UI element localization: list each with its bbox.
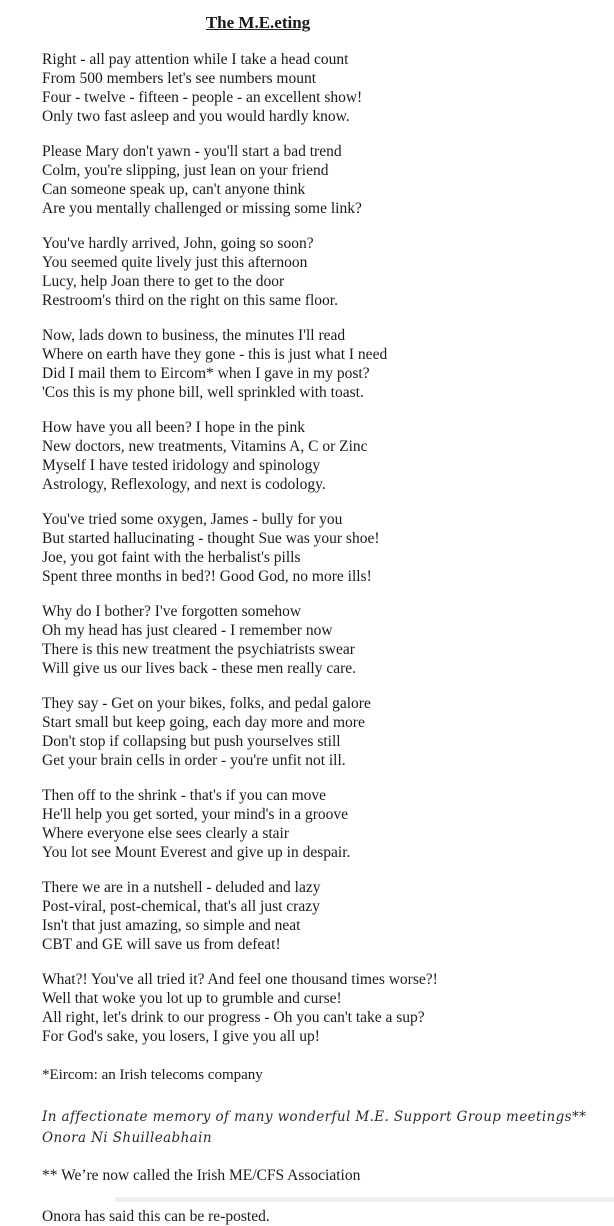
poem-line: Where everyone else sees clearly a stair	[42, 825, 290, 842]
poem-line: You've tried some oxygen, James - bully for you	[42, 511, 343, 528]
poem-line: For God's sake, you losers, I give you all up!	[42, 1028, 320, 1045]
stanza	[42, 326, 614, 402]
eircom-footnote: *Eircom: an Irish telecoms company	[42, 1067, 263, 1083]
poem-line: He'll help you get sorted, your mind's in a groove	[42, 806, 349, 823]
poem-line: Four - twelve - fifteen - people - an excellent show!	[42, 89, 363, 106]
poem-line: Right - all pay attention while I take a head count	[42, 51, 349, 68]
poem-line: 'Cos this is my phone bill, well sprinkled with toast.	[42, 384, 364, 401]
poem-line: Well that woke you lot up to grumble and curse!	[42, 990, 342, 1007]
stanza	[42, 234, 614, 310]
poem-line: Isn't that just amazing, so simple and neat	[42, 917, 301, 934]
association-note: ** We’re now called the Irish ME/CFS Association	[42, 1167, 361, 1184]
poem-line: Colm, you're slipping, just lean on your friend	[42, 162, 329, 179]
poem-line: Will give us our lives back - these men really care.	[42, 660, 356, 677]
poem-line: Joe, you got faint with the herbalist's pills	[42, 549, 301, 566]
stanza	[42, 694, 614, 770]
repost-note: Onora has said this can be re-posted.	[42, 1208, 270, 1225]
dedication-line-1: In affectionate memory of many wonderful M.E. Support Group meetings**	[42, 1109, 587, 1125]
poem-line: Lucy, help Joan there to get to the door	[42, 273, 285, 290]
poem-line: There is this new treatment the psychiatrists swear	[42, 641, 355, 658]
dedication-author: Onora Ni Shuilleabhain	[42, 1130, 212, 1146]
stanza	[42, 878, 614, 954]
poem-line: New doctors, new treatments, Vitamins A, C or Zinc	[42, 438, 368, 455]
poem-line: Where on earth have they gone - this is just what I need	[42, 346, 388, 363]
poem-line: There we are in a nutshell - deluded and lazy	[42, 879, 321, 896]
poem-line: Astrology, Reflexology, and next is codology.	[42, 476, 326, 493]
poem-line: Restroom's third on the right on this same floor.	[42, 292, 338, 309]
poem-line: You've hardly arrived, John, going so soon?	[42, 235, 314, 252]
poem-line: Are you mentally challenged or missing some link?	[42, 200, 362, 217]
poem-line: Get your brain cells in order - you're unfit not ill.	[42, 752, 346, 769]
poem-line: All right, let's drink to our progress - Oh you can't take a sup?	[42, 1009, 425, 1026]
stanza	[42, 970, 614, 1046]
poem-line: Post-viral, post-chemical, that's all just crazy	[42, 898, 320, 915]
stanza	[42, 50, 614, 126]
poem-line: Why do I bother? I've forgotten somehow	[42, 603, 302, 620]
poem-line: You seemed quite lively just this afternoon	[42, 254, 308, 271]
stanza	[42, 142, 614, 218]
poem-line: Please Mary don't yawn - you'll start a bad trend	[42, 143, 342, 160]
poem-title: The M.E.eting	[205, 13, 311, 32]
poem-line: Then off to the shrink - that's if you can move	[42, 787, 327, 804]
poem-line: Now, lads down to business, the minutes I'll read	[42, 327, 346, 344]
poem-line: CBT and GE will save us from defeat!	[42, 936, 281, 953]
stanza	[42, 418, 614, 494]
poem-line: Don't stop if collapsing but push yourselves still	[42, 733, 341, 750]
poem-line: Myself I have tested iridology and spinology	[42, 457, 321, 474]
poem-line: Did I mail them to Eircom* when I gave in my post?	[42, 365, 370, 382]
poem-body	[42, 50, 614, 1046]
dedication-block	[42, 1107, 614, 1149]
poem-line: Oh my head has just cleared - I remember now	[42, 622, 333, 639]
poem-line: Spent three months in bed?! Good God, no more ills!	[42, 568, 372, 585]
poem-line: Only two fast asleep and you would hardly know.	[42, 108, 350, 125]
stanza	[42, 510, 614, 586]
poem-line: Can someone speak up, can't anyone think	[42, 181, 306, 198]
poem-line: Start small but keep going, each day more and more	[42, 714, 365, 731]
poem-line: They say - Get on your bikes, folks, and pedal galore	[42, 695, 371, 712]
poem-line: From 500 members let's see numbers mount	[42, 70, 317, 87]
poem-line: You lot see Mount Everest and give up in despair.	[42, 844, 351, 861]
poem-line: What?! You've all tried it? And feel one thousand times worse?!	[42, 971, 438, 988]
stanza	[42, 602, 614, 678]
poem-line: But started hallucinating - thought Sue was your shoe!	[42, 530, 380, 547]
bottom-edge-strip	[115, 1197, 614, 1202]
poem-line: How have you all been? I hope in the pink	[42, 419, 305, 436]
stanza	[42, 786, 614, 862]
